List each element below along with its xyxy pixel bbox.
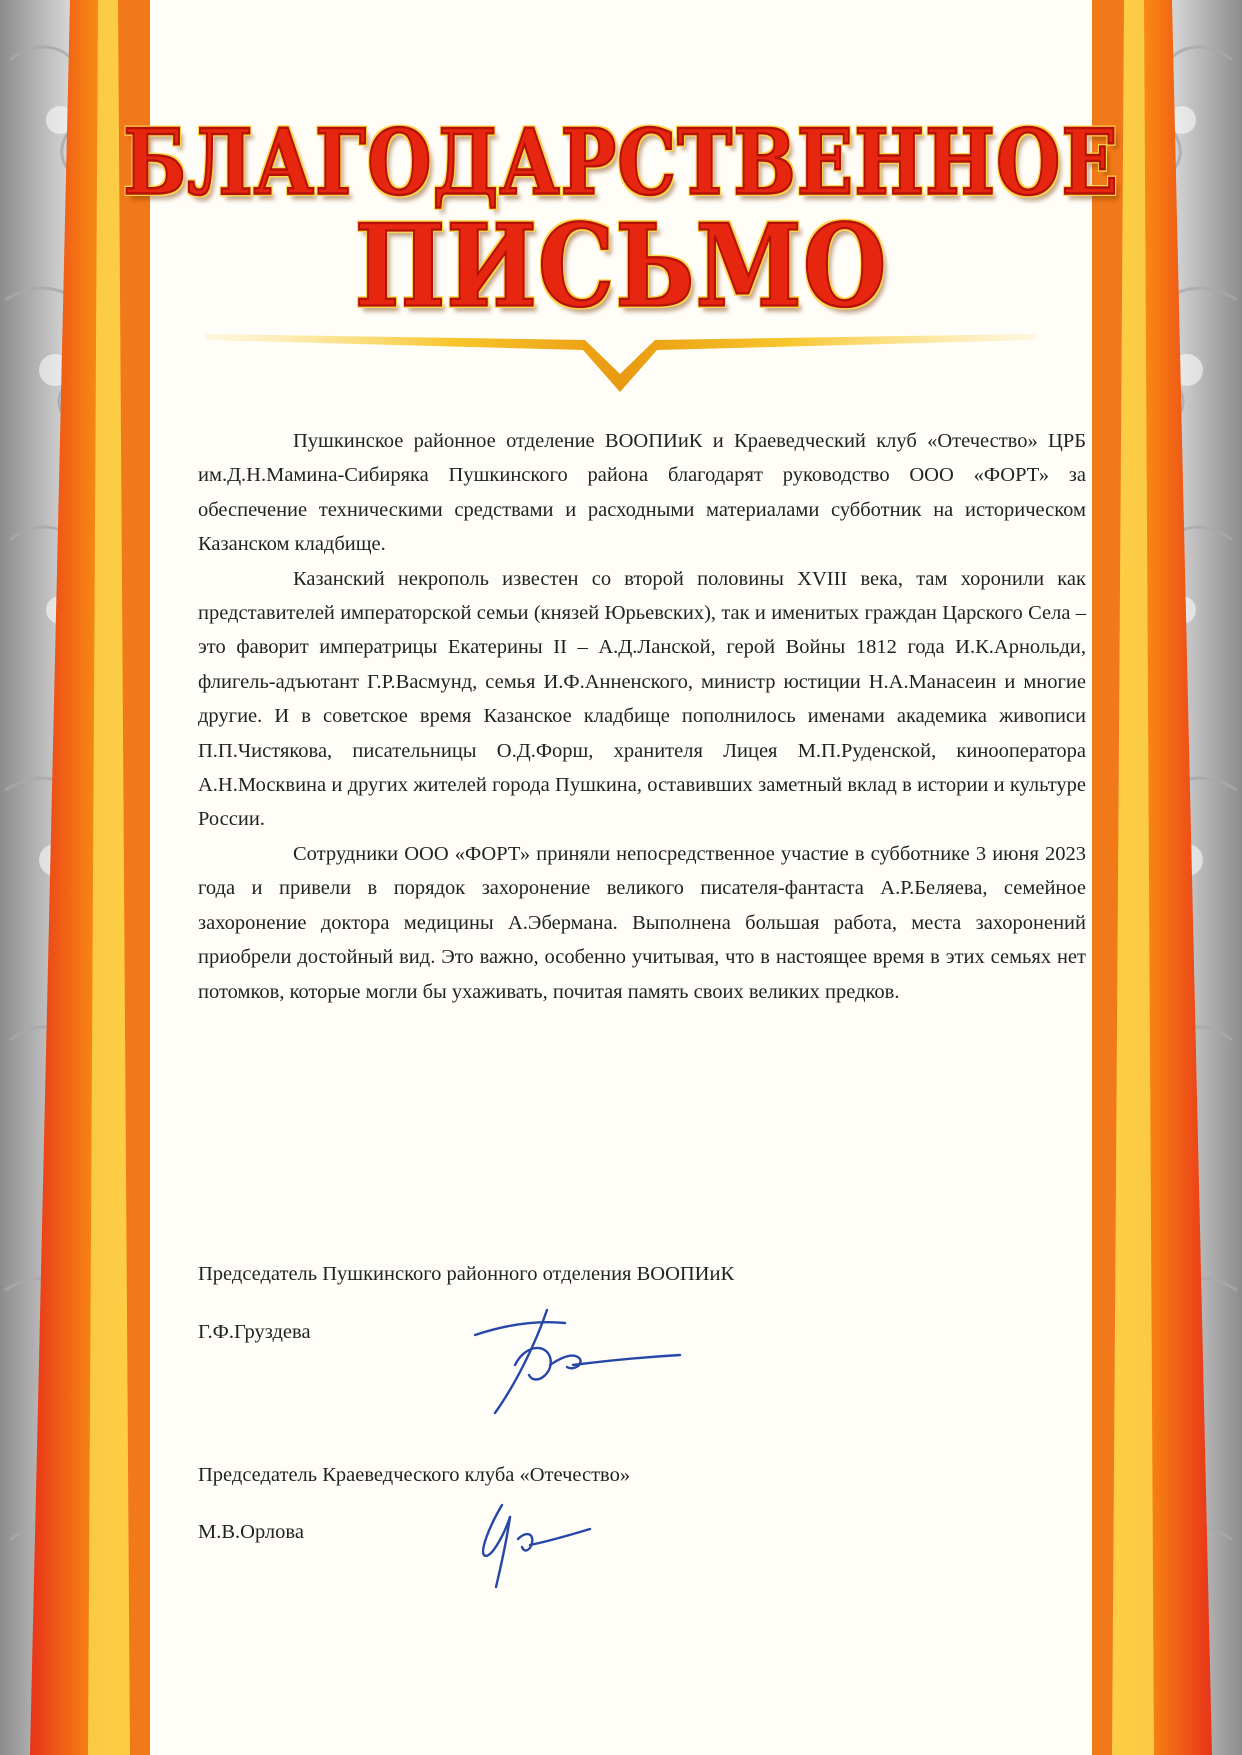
signatory-2-name: М.В.Орлова (198, 1521, 304, 1543)
gold-chevron-divider (205, 330, 1035, 400)
body-paragraph-3: Сотрудники ООО «ФОРТ» приняли непосредственное участие в субботнике 3 июня 2023 года и привели в порядок захоронение великого писателя-фантаста А.Р.Беляева, семейное захоронение доктора медицины А.Эбермана. Выполнена большая работа, места захоронений приобрели достойный вид. Это важно, особенно учитывая, что в настоящее время в этих семьях нет потомков, которые могли бы ухаживать, почитая память своих великих предков. (198, 842, 1086, 1003)
signatory-2-position: Председатель Краеведческого клуба «Отечество» (198, 1464, 631, 1486)
signatory-1-position: Председатель Пушкинского районного отделения ВООПИиК (198, 1263, 735, 1285)
title-line-2: ПИСЬМО (354, 199, 888, 333)
letter-body (198, 424, 1086, 1009)
signature-1 (455, 1295, 695, 1425)
signature-2 (470, 1495, 610, 1595)
signatory-1-name: Г.Ф.Груздева (198, 1321, 311, 1343)
body-paragraph-2: Казанский некрополь известен со второй половины XVIII века, там хоронили как представителей императорской семьи (князей Юрьевских), так и именитых граждан Царского Села – это фаворит императрицы Екатерины II – А.Д.Ланской, герой Войны 1812 года И.К.Арнольди, флигель-адъютант Г.Р.Васмунд, семья И.Ф.Анненского, министр юстиции Н.А.Манасеин и многие другие. И в советское время Казанское кладбище пополнилось именами академика живописи П.П.Чистякова, писательницы О.Д.Форш, хранителя Лицея М.П.Руденской, кинооператора А.Н.Москвина и других жителей города Пушкина, оставивших заметный вклад в истории и культуре России. (198, 567, 1086, 831)
body-paragraph-1: Пушкинское районное отделение ВООПИиК и Краеведческий клуб «Отечество» ЦРБ им.Д.Н.Мамина-Сибиряка Пушкинского района благодарят руководство ООО «ФОРТ» за обеспечение техническими средствами и расходными материалами субботник на историческом Казанском кладбище. (198, 430, 1086, 556)
title-line-1: БЛАГОДАРСТВЕННОЕ (123, 110, 1119, 216)
